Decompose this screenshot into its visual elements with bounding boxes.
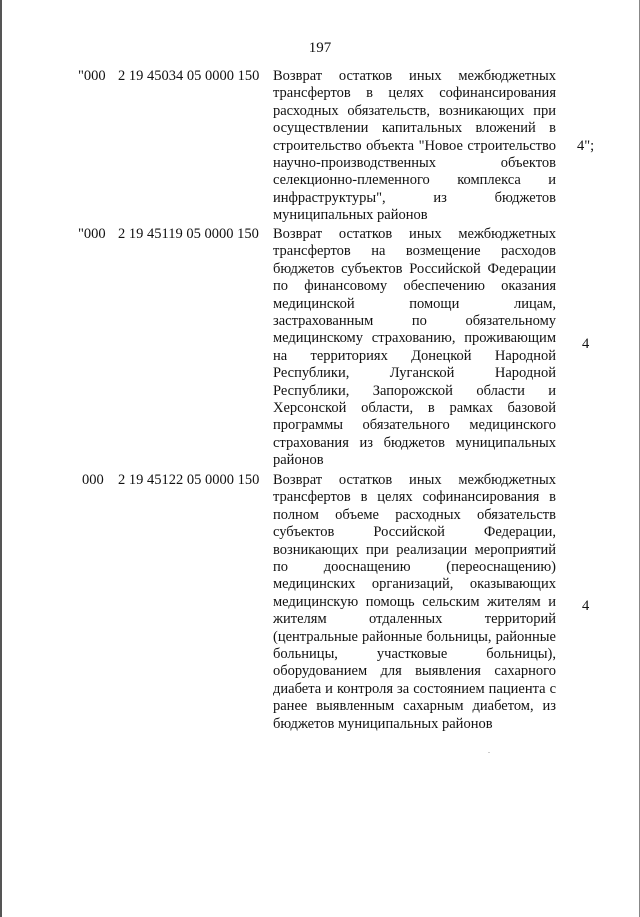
row-amount: 4 — [582, 336, 590, 352]
scan-left-edge — [0, 0, 2, 917]
code-prefix: 000 — [82, 472, 104, 488]
row-amount: 4 — [582, 598, 590, 614]
budget-code: 2 19 45034 05 0000 150 — [118, 68, 260, 84]
code-prefix: "000 — [78, 68, 106, 84]
page-number: 197 — [308, 40, 332, 56]
row-description: Возврат остатков иных межбюджетных трансфертов в целях софинансирования в полном объеме расходных обязательств субъектов Российской Федерации, возникающих при реализации мероприятий по дооснащению (переоснащению) медицинских организаций, оказывающих медицинскую помощь сельским жителям и жителям отдаленных территорий (центральные районные больницы, районные больницы, участковые больницы), оборудованием для выявления сахарного диабета и контроля за состоянием пациента с ранее выявленным сахарным диабетом, из бюджетов муниципальных районов — [273, 472, 556, 732]
budget-code: 2 19 45122 05 0000 150 — [118, 472, 260, 488]
scan-speck — [488, 752, 490, 753]
code-prefix: "000 — [78, 226, 106, 242]
row-amount: 4"; — [577, 138, 595, 154]
row-description: Возврат остатков иных межбюджетных трансфертов в целях софинансирования расходных обязательств, возникающих при осуществлении капитальных вложений в строительство объекта "Новое строительство научно-производственных объектов селекционно-племенного комплекса и инфраструктуры", из бюджетов муниципальных районов — [273, 68, 556, 224]
row-description: Возврат остатков иных межбюджетных трансфертов на возмещение расходов бюджетов субъектов Российской Федерации по финансовому обеспечению оказания медицинской помощи лицам, застрахованным по обязательному медицинскому страхованию, проживающим на территориях Донецкой Народной Республики, Луганской Народной Республики, Запорожской области и Херсонской области, в рамках базовой программы обязательного медицинского страхования из бюджетов муниципальных районов — [273, 226, 556, 469]
budget-code: 2 19 45119 05 0000 150 — [118, 226, 259, 242]
